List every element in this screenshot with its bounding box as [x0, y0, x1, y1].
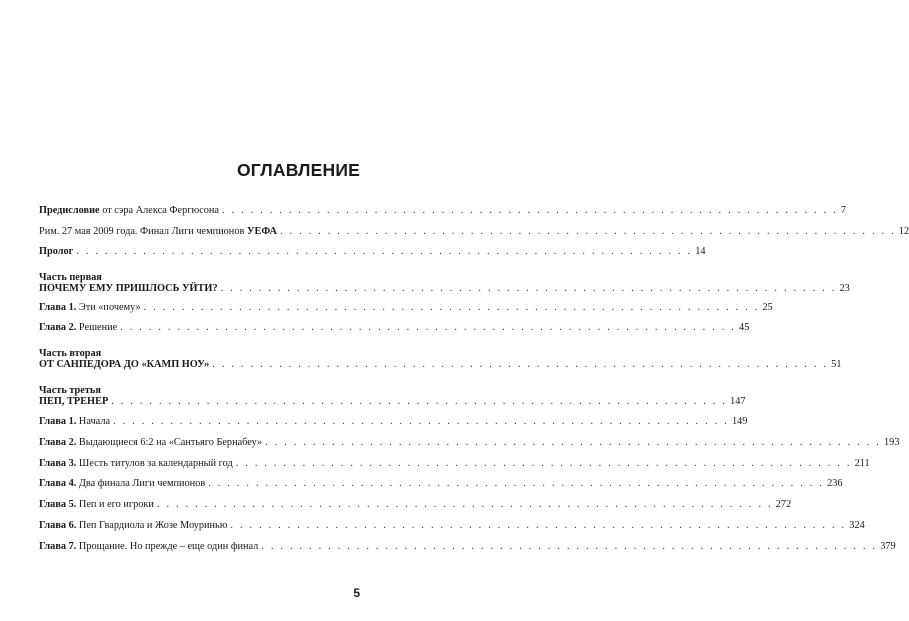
page-ref: 149	[731, 416, 748, 427]
chapter-title: Начала	[78, 416, 111, 427]
entry-bold-suffix: УЕФА	[246, 226, 277, 237]
page-ref: 45	[739, 322, 750, 333]
chapter-row	[39, 458, 870, 470]
chapter-row	[39, 520, 865, 532]
page-ref: 211	[854, 458, 870, 469]
chapter-title: Пеп Гвардиола и Жозе Моуринью	[78, 520, 228, 531]
page-ref: 193	[884, 437, 900, 448]
leader-dots: . . . . . . . . . . . . . . . . . . . . . . . . . . . . . . . . . . . . . . . . . . . . . . . . . . . . . . . . . . . . . . . . .	[111, 396, 728, 407]
chapter-number: Глава 2.	[39, 437, 77, 448]
chapter-title: Прощание. Но прежде – еще один финал	[78, 541, 259, 552]
chapter-row	[39, 322, 750, 334]
chapter-title: Решение	[78, 322, 118, 333]
chapter-row	[39, 437, 900, 449]
entry-bold-label: Пролог	[39, 246, 74, 257]
chapter-row	[39, 302, 773, 314]
part-label: Часть третья	[39, 385, 101, 396]
page-ref: 51	[831, 359, 842, 370]
entry-text: от сэра Алекса Фергюсона	[99, 205, 219, 216]
chapter-row	[39, 541, 896, 553]
leader-dots: . . . . . . . . . . . . . . . . . . . . . . . . . . . . . . . . . . . . . . . . . . . . . . . . . . . . . . . . . . . . . . . . .	[235, 458, 852, 469]
chapter-title: Выдающиеся 6:2 на «Сантьяго Бернабеу»	[78, 437, 263, 448]
page-ref: 25	[762, 302, 773, 313]
part-title-row	[39, 396, 746, 408]
chapter-title: Шесть титулов за календарный год	[78, 458, 233, 469]
part-title-row	[39, 283, 850, 295]
chapter-number: Глава 1.	[39, 416, 77, 427]
part-title: ПЕП, ТРЕНЕР	[39, 396, 109, 407]
chapter-title: Эти «почему»	[78, 302, 141, 313]
toc-entry-foreword	[39, 205, 847, 217]
chapter-number: Глава 4.	[39, 478, 77, 489]
chapter-row	[39, 499, 792, 511]
leader-dots: . . . . . . . . . . . . . . . . . . . . . . . . . . . . . . . . . . . . . . . . . . . . . . . . . . . . . . . . . . . . . . . . .	[113, 416, 729, 427]
page-ref: 147	[730, 396, 746, 407]
entry-text: Рим. 27 мая 2009 года. Финал Лиги чемпионов	[39, 226, 247, 237]
toc-entry-prologue	[39, 246, 706, 258]
leader-dots: . . . . . . . . . . . . . . . . . . . . . . . . . . . . . . . . . . . . . . . . . . . . . . . . . . . . . . . . . . . . . . . . .	[212, 359, 829, 370]
page-ref: 324	[849, 520, 865, 531]
chapter-title: Пеп и его игроки	[78, 499, 154, 510]
chapter-title: Два финала Лиги чемпионов	[78, 478, 206, 489]
chapter-number: Глава 2.	[39, 322, 77, 333]
chapter-number: Глава 5.	[39, 499, 77, 510]
page-ref: 12	[898, 226, 909, 237]
leader-dots: . . . . . . . . . . . . . . . . . . . . . . . . . . . . . . . . . . . . . . . . . . . . . . . . . . . . . . . . . . . . . . . . .	[279, 226, 896, 237]
chapter-number: Глава 6.	[39, 520, 77, 531]
page-ref: 236	[827, 478, 843, 489]
page-title: ОГЛАВЛЕНИЕ	[236, 160, 360, 180]
part-label: Часть первая	[39, 272, 102, 283]
chapter-row	[39, 478, 843, 490]
chapter-number: Глава 3.	[39, 458, 77, 469]
leader-dots: . . . . . . . . . . . . . . . . . . . . . . . . . . . . . . . . . . . . . . . . . . . . . . . . . . . . . . . . . . . . . . . . .	[156, 499, 773, 510]
leader-dots: . . . . . . . . . . . . . . . . . . . . . . . . . . . . . . . . . . . . . . . . . . . . . . . . . . . . . . . . . . . . . . . . .	[143, 302, 760, 313]
leader-dots: . . . . . . . . . . . . . . . . . . . . . . . . . . . . . . . . . . . . . . . . . . . . . . . . . . . . . . . . . . . . . . . . .	[76, 246, 693, 257]
toc-entry-rome	[39, 226, 909, 238]
part-title: ПОЧЕМУ ЕМУ ПРИШЛОСЬ УЙТИ?	[39, 283, 218, 294]
part-label: Часть вторая	[39, 348, 102, 359]
chapter-number: Глава 7.	[39, 541, 77, 552]
page-number: 5	[353, 586, 360, 600]
leader-dots: . . . . . . . . . . . . . . . . . . . . . . . . . . . . . . . . . . . . . . . . . . . . . . . . . . . . . . . . . . . . . . . . .	[261, 541, 878, 552]
page-ref: 23	[839, 283, 850, 294]
page-ref: 379	[880, 541, 896, 552]
leader-dots: . . . . . . . . . . . . . . . . . . . . . . . . . . . . . . . . . . . . . . . . . . . . . . . . . . . . . . . . . . . . . . . . .	[230, 520, 847, 531]
leader-dots: . . . . . . . . . . . . . . . . . . . . . . . . . . . . . . . . . . . . . . . . . . . . . . . . . . . . . . . . . . . . . . . . .	[265, 437, 882, 448]
leader-dots: . . . . . . . . . . . . . . . . . . . . . . . . . . . . . . . . . . . . . . . . . . . . . . . . . . . . . . . . . . . . . . . . .	[222, 205, 838, 216]
leader-dots: . . . . . . . . . . . . . . . . . . . . . . . . . . . . . . . . . . . . . . . . . . . . . . . . . . . . . . . . . . . . . . . . .	[220, 283, 837, 294]
part-title-row	[39, 359, 842, 371]
page-ref: 14	[695, 246, 706, 257]
leader-dots: . . . . . . . . . . . . . . . . . . . . . . . . . . . . . . . . . . . . . . . . . . . . . . . . . . . . . . . . . . . . . . . . .	[120, 322, 737, 333]
chapter-number: Глава 1.	[39, 302, 77, 313]
leader-dots: . . . . . . . . . . . . . . . . . . . . . . . . . . . . . . . . . . . . . . . . . . . . . . . . . . . . . . . . . . . . . . . . .	[208, 478, 825, 489]
part-title: ОТ САНПЕДОРА ДО «КАМП НОУ»	[39, 359, 210, 370]
entry-bold-label: Предисловие	[39, 205, 100, 216]
chapter-row	[39, 416, 748, 428]
page-ref: 272	[775, 499, 792, 510]
page-ref: 7	[840, 205, 847, 216]
